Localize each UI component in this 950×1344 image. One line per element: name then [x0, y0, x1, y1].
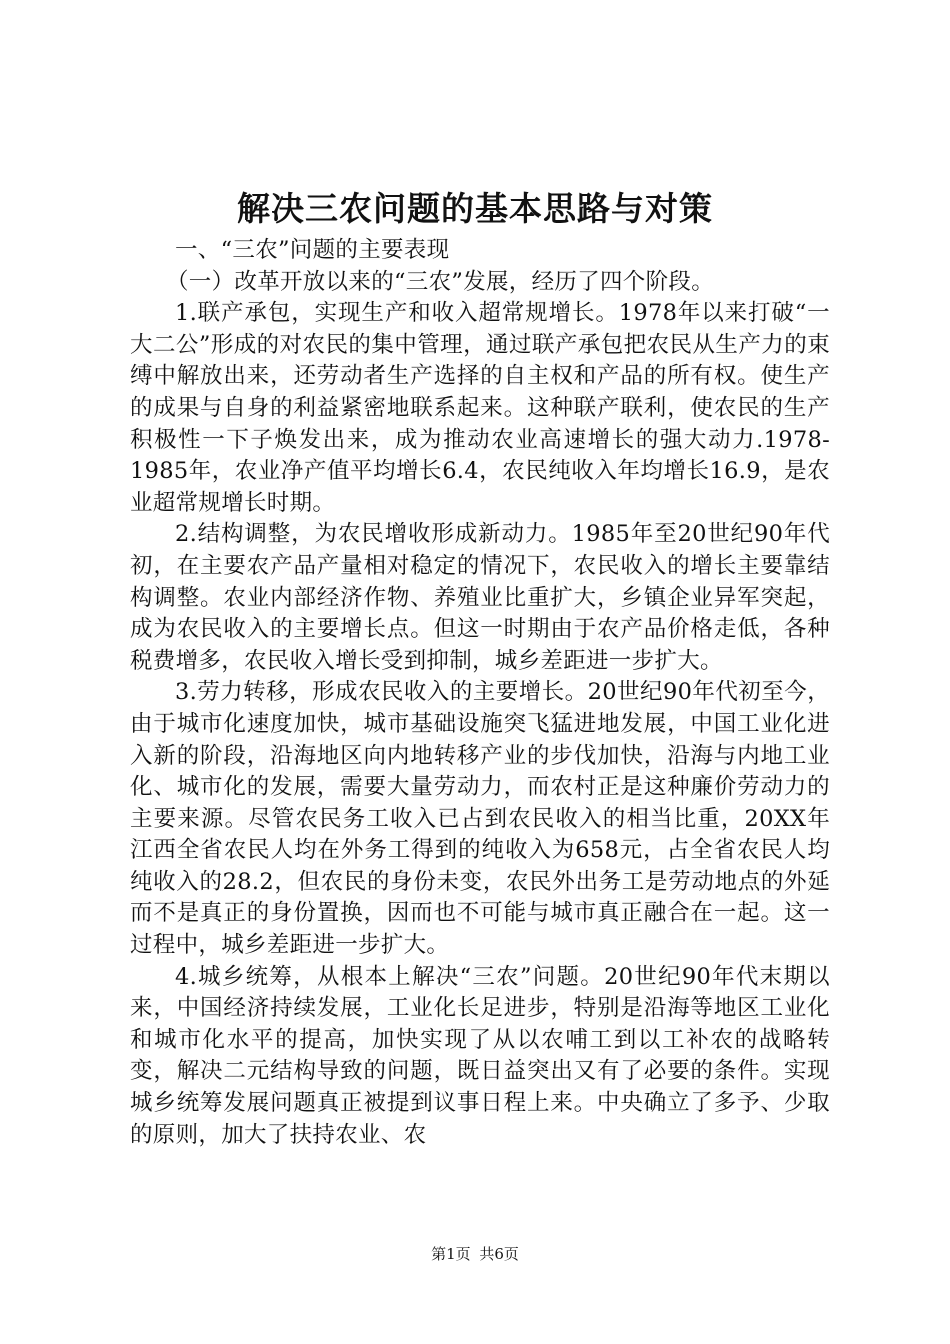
page-footer — [0, 1244, 950, 1264]
paragraph-3: 3.劳力转移，形成农民收入的主要增长。20世纪90年代初至今，由于城市化速度加快，城市基础设施突飞猛进地发展，中国工业化进入新的阶段，沿海地区向内地转移产业的步伐加快，沿海与内地工业化、城市化的发展，需要大量劳动力，而农村正是这种廉价劳动力的主要来源。尽管农民务工收入已占到农民收入的相当比重，20XX年江西全省农民人均在外务工得到的纯收入为658元，占全省农民人均纯收入的28.2，但农民的身份未变，农民外出务工是劳动地点的外延而不是真正的身份置换，因而也不可能与城市真正融合在一起。这一过程中，城乡差距进一步扩大。 — [130, 679, 830, 959]
section-heading: 一、“三农”问题的主要表现 — [175, 237, 450, 263]
page-total: 共6页 — [479, 1245, 519, 1263]
paragraph-1: 1.联产承包，实现生产和收入超常规增长。1978年以来打破“一大二公”形成的对农民的集中管理，通过联产承包把农民从生产力的束缚中解放出来，还劳动者生产选择的自主权和产品的所有权。使生产的成果与自身的利益紧密地联系起来。这种联产联利，使农民的生产积极性一下子焕发出来，成为推动农业高速增长的强大动力.1978-1985年，农业净产值平均增长6.4，农民纯收入年均增长16.9，是农业超常规增长时期。 — [130, 300, 830, 516]
sub-heading: （一）改革开放以来的“三农”发展，经历了四个阶段。 — [166, 268, 715, 295]
page-number: 第1页 — [431, 1245, 471, 1263]
paragraph-4: 4.城乡统筹，从根本上解决“三农”问题。20世纪90年代末期以来，中国经济持续发展，工业化长足进步，特别是沿海等地区工业化和城市化水平的提高，加快实现了从以农哺工到以工补农的战略转变，解决二元结构导致的问题，既日益突出又有了必要的条件。实现城乡统筹发展问题真正被提到议事日程上来。中央确立了多予、少取的原则，加大了扶持农业、农 — [130, 963, 830, 1148]
document-title: 解决三农问题的基本思路与对策 — [237, 189, 713, 228]
paragraph-2: 2.结构调整，为农民增收形成新动力。1985年至20世纪90年代初，在主要农产品产量相对稳定的情况下，农民收入的增长主要靠结构调整。农业内部经济作物、养殖业比重扩大，乡镇企业异军突起，成为农民收入的主要增长点。但这一时期由于农产品价格走低，各种税费增多，农民收入增长受到抑制，城乡差距进一步扩大。 — [130, 521, 830, 674]
document-body — [130, 235, 830, 1151]
